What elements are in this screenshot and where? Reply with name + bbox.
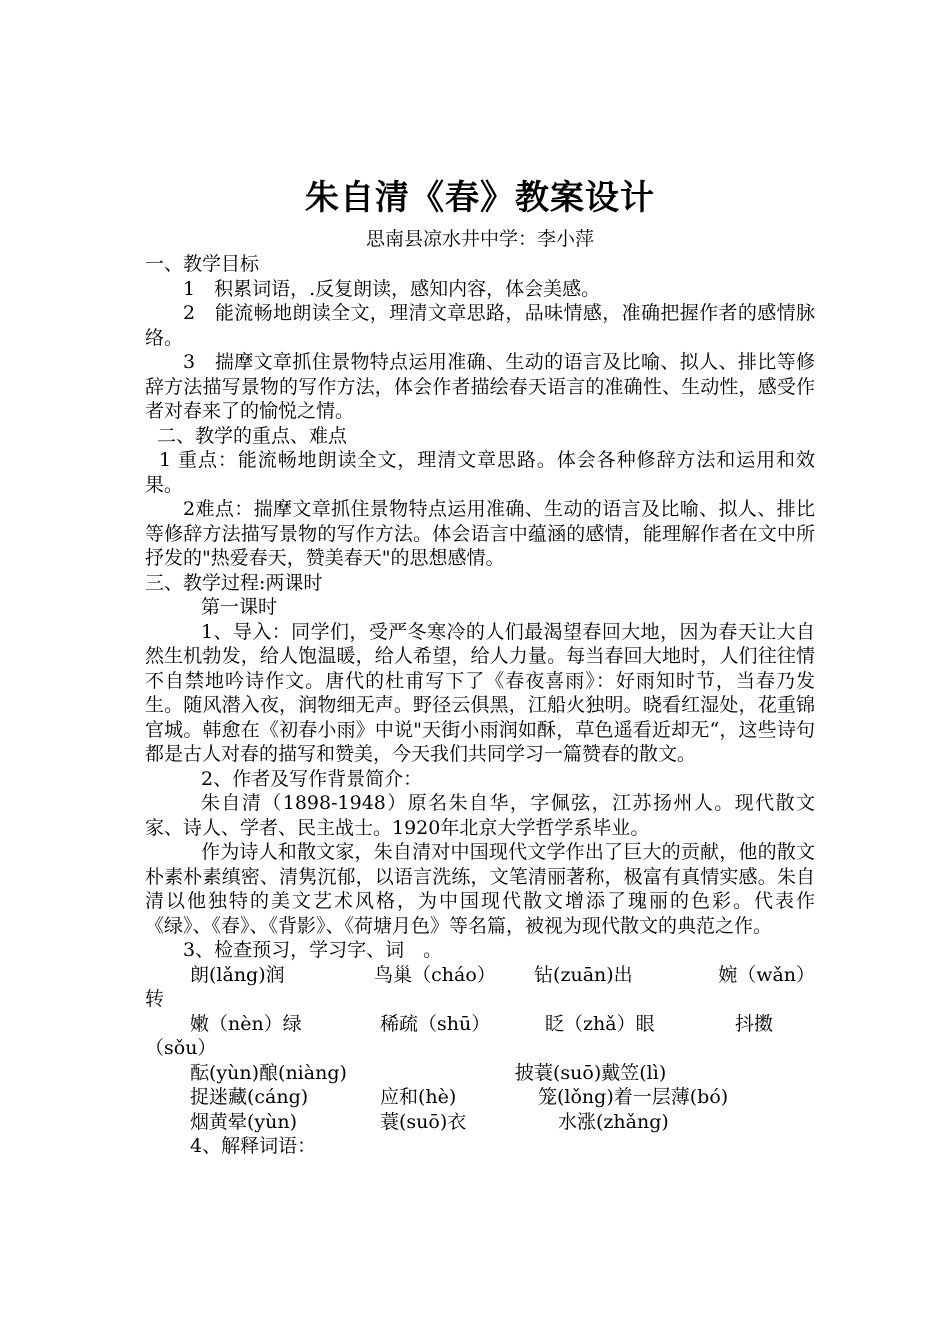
lesson-heading: 第一课时 (201, 596, 278, 618)
goal-item-1: 1 积累词语，.反复朗读，感知内容，体会美感。 (183, 277, 601, 300)
section-heading-process: 三、教学过程:两课时 (145, 571, 323, 594)
word-item: 披蓑(suō)戴笠(lì) (515, 1061, 667, 1084)
section-heading-key-points: 二、教学的重点、难点 (157, 424, 348, 447)
word-item: 应和(hè) (380, 1086, 457, 1108)
word-item: 嫩（nèn）绿 (190, 1012, 302, 1035)
goal-item-3: 3 揣摩文章抓住景物特点运用准确、生动的语言及比喻、拟人、排比等修辞方法描写景物的写作方法，体会作者描绘春天语言的准确性、生动性，感受作者对春来了的愉悦之情。 (145, 351, 815, 422)
word-row-2 (145, 1012, 815, 1037)
author-bio-1: 朱自清（1898-1948）原名朱自华，字佩弦，江苏扬州人。现代散文家、诗人、学者、民主战士。1920年北京大学哲学系毕业。 (145, 792, 815, 839)
word-row-1-wrap (145, 987, 815, 1012)
goal-item-2: 2 能流畅地朗读全文，理清文章思路，品味情感，准确把握作者的感情脉络。 (145, 302, 815, 349)
section-heading-goals: 一、教学目标 (145, 253, 260, 275)
word-row-4 (145, 1085, 815, 1110)
word-item: 酝(yùn)酿(niàng) (190, 1061, 347, 1084)
word-row-3 (145, 1061, 815, 1086)
intro-paragraph: 1、导入：同学们，受严冬寒冷的人们最渴望春回大地，因为春天让大自然生机勃发，给人饱温暖，给人希望，给人力量。每当春回大地时，人们往往情不自禁地吟诗作文。唐代的杜甫写下了《春夜喜雨》：好雨知时节，当春乃发生。随风潜入夜，润物细无声。野径云俱黑，江船火独明。晓看红湿处，花重锦官城。韩愈在《初春小雨》中说"天街小雨润如酥，草色遥看近却无“，这些诗句都是古人对春的描写和赞美，今天我们共同学习一篇赞春的散文。 (145, 620, 815, 765)
word-item-continued: （sǒu） (145, 1037, 217, 1059)
preview-heading: 3、检查预习，学习字、词 。 (183, 939, 443, 961)
word-item: 水涨(zhǎng) (558, 1110, 669, 1133)
word-item-continued: 转 (145, 988, 165, 1010)
word-item: 笼(lǒng)着一层薄(bó) (538, 1086, 729, 1108)
word-item: 眨（zhǎ）眼 (545, 1012, 655, 1035)
document-page (145, 170, 815, 1159)
word-row-1 (145, 963, 815, 988)
word-row-5 (145, 1110, 815, 1135)
word-item: 烟黄晕(yùn) (190, 1110, 298, 1133)
author-line: 思南县凉水井中学：李小萍 (365, 228, 594, 250)
word-item: 钻(zuān)出 (534, 963, 633, 986)
word-item: 稀疏（shū） (380, 1012, 491, 1035)
word-row-2-wrap (145, 1036, 815, 1061)
word-item: 抖擞 (735, 1012, 774, 1035)
word-item: 朗(lǎng)润 (190, 963, 285, 986)
word-item: 捉迷藏(cáng) (190, 1086, 309, 1108)
word-item: 鸟巢（cháo） (374, 963, 496, 986)
word-item: 蓑(suō)衣 (380, 1110, 467, 1133)
word-item: 婉（wǎn） (718, 963, 816, 986)
difficult-point: 2难点：揣摩文章抓住景物特点运用准确、生动的语言及比喻、拟人、排比等修辞方法描写景物的写作方法。体会语言中蕴涵的感情，能理解作者在文中所抒发的"热爱春天，赞美春天"的思想感情。 (145, 498, 815, 569)
explain-heading: 4、解释词语： (190, 1135, 317, 1157)
page-title: 朱自清《春》教案设计 (305, 178, 655, 218)
author-heading: 2、作者及写作背景简介： (201, 767, 423, 790)
author-bio-2: 作为诗人和散文家，朱自清对中国现代文学作出了巨大的贡献，他的散文朴素朴素缜密、清隽沉郁，以语言洗练，文笔清丽著称，极富有真情实感。朱自清以他独特的美文艺术风格，为中国现代散文增添了瑰丽的色彩。代表作《绿》、《春》、《背影》、《荷塘月色》等名篇，被视为现代散文的典范之作。 (145, 841, 815, 937)
key-point: 1 重点：能流畅地朗读全文，理清文章思路。体会各种修辞方法和运用和效果。 (145, 449, 815, 496)
